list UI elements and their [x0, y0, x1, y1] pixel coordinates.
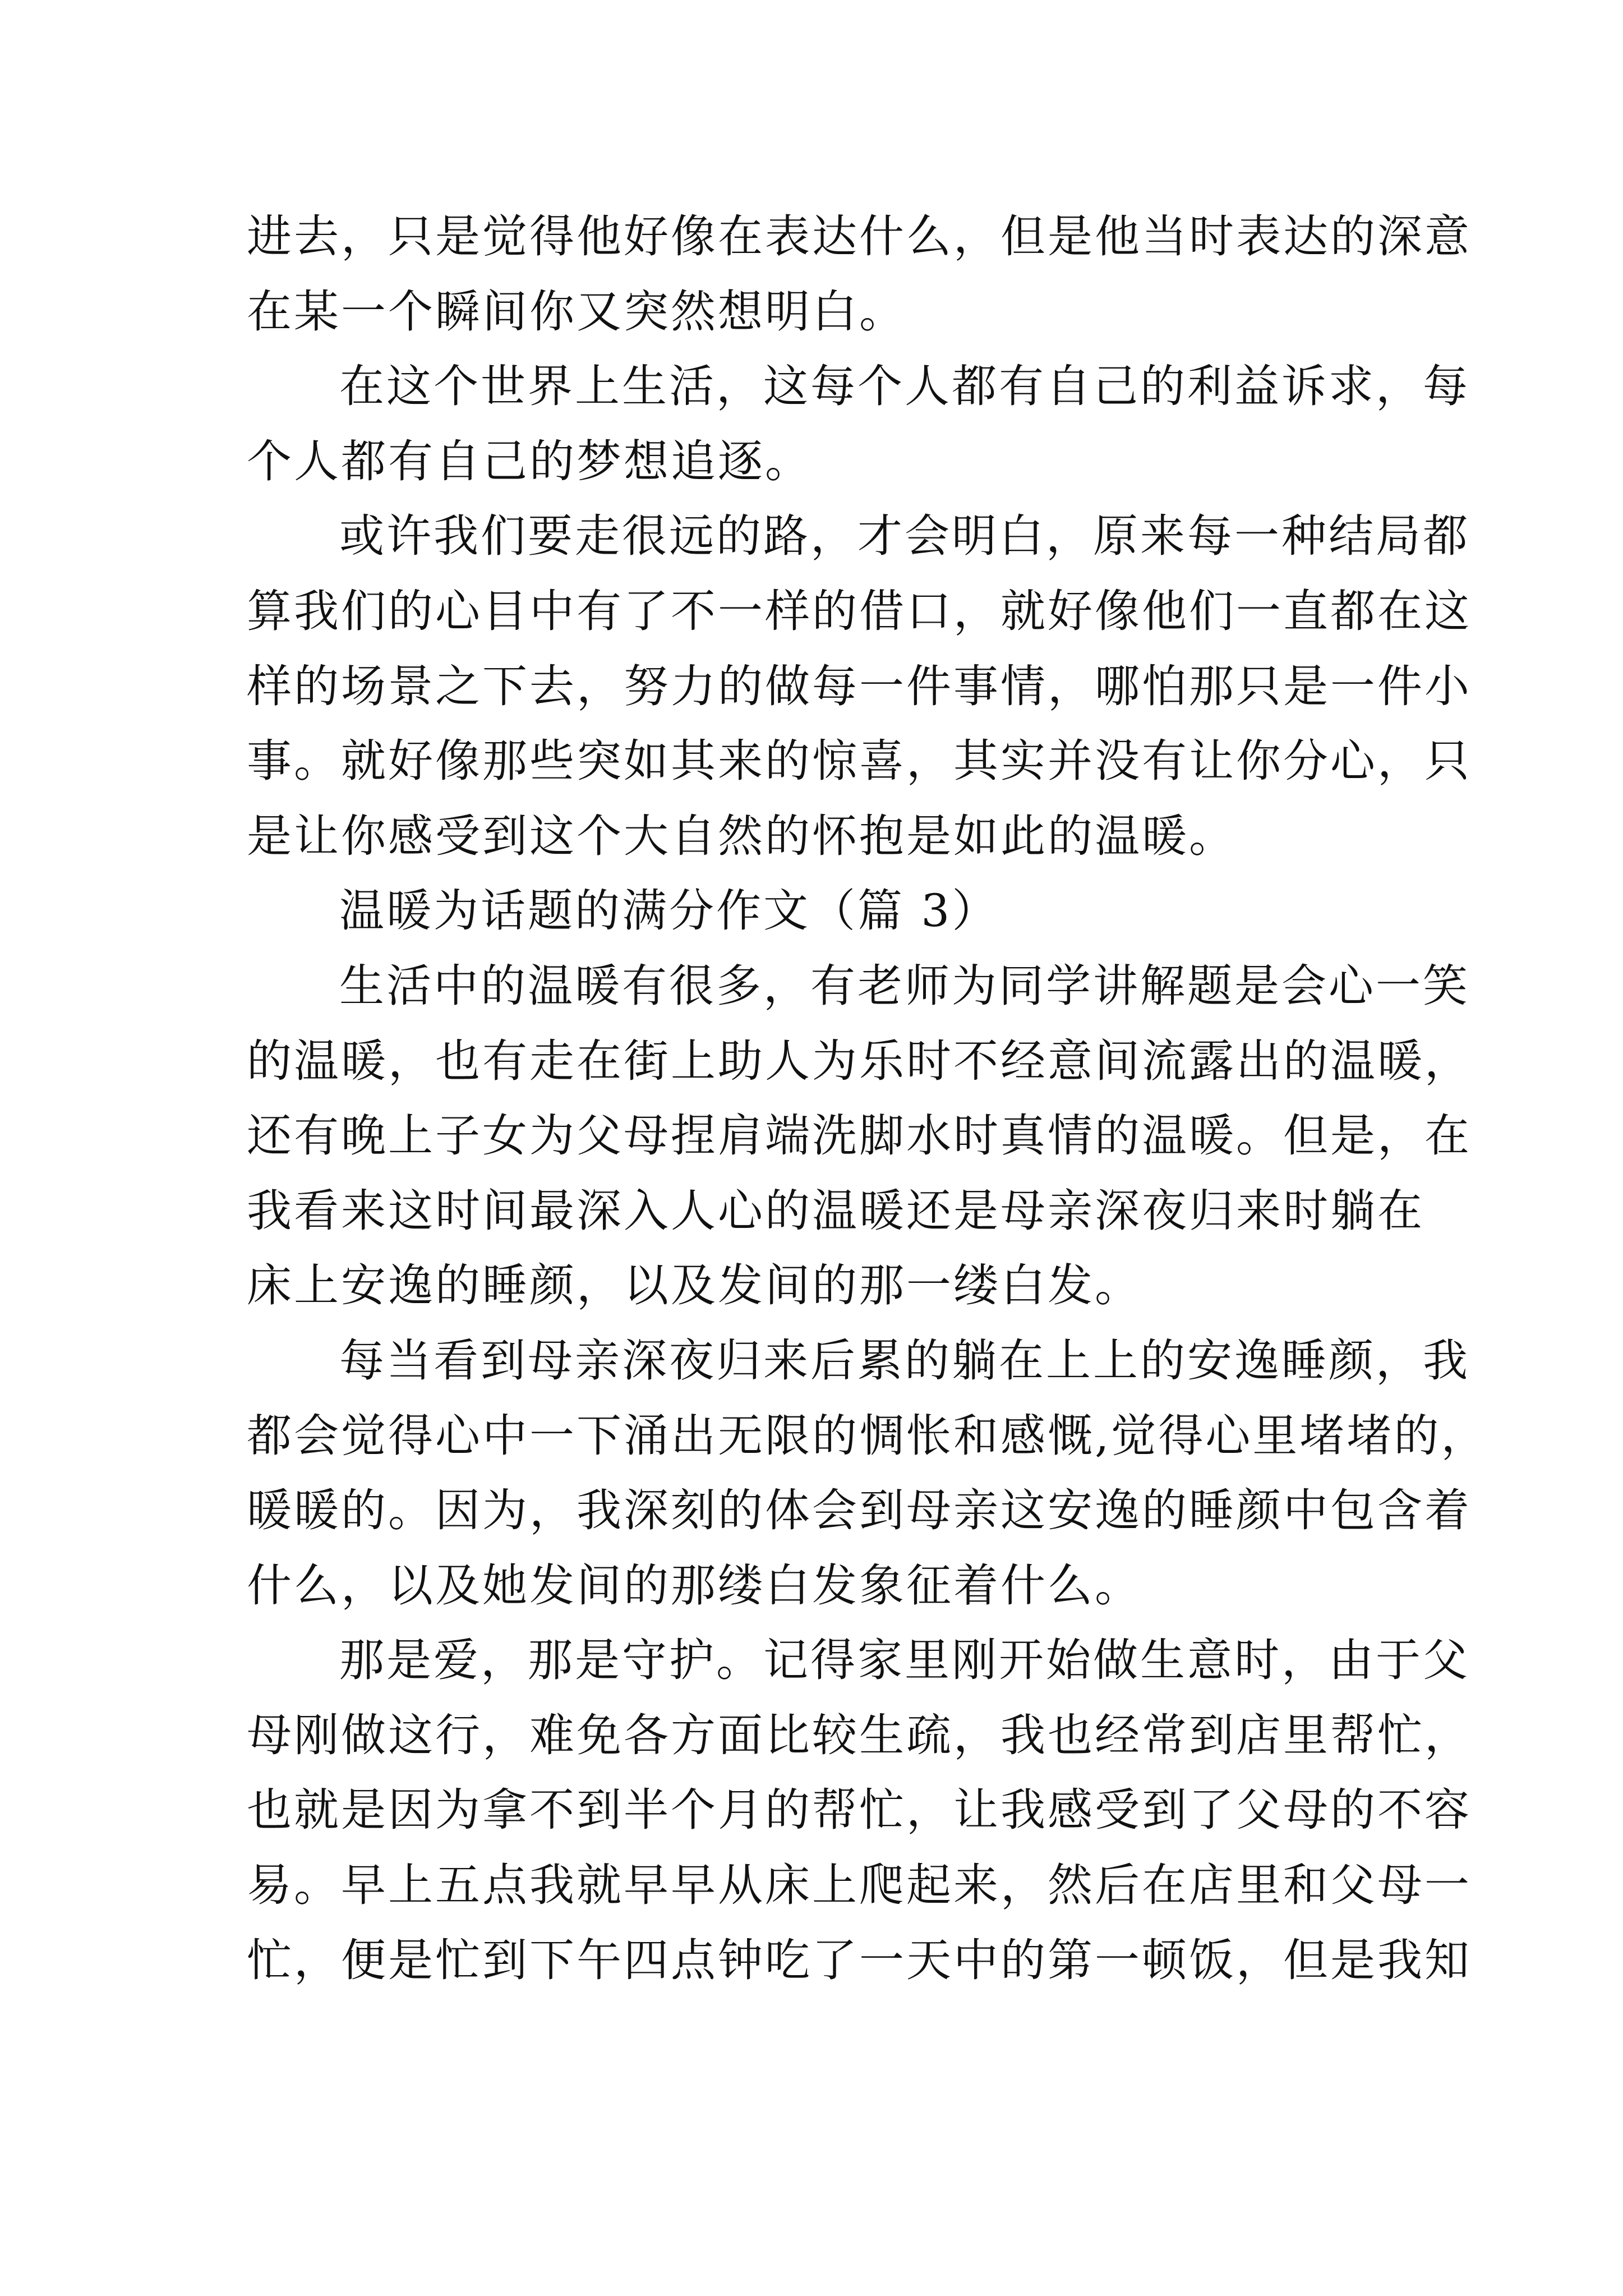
- text-line: 床上安逸的睡颜，以及发间的那一缕白发。: [247, 1259, 1142, 1312]
- text-line: 个人都有自己的梦想追逐。: [247, 435, 812, 487]
- text-line: 我看来这时间最深入人心的温暖还是母亲深夜归来时躺在: [247, 1184, 1424, 1237]
- text-line: 都会觉得心中一下涌出无限的惆怅和感慨,觉得心里堵堵的，: [247, 1409, 1488, 1462]
- text-line: 还有晚上子女为父母捏肩端洗脚水时真情的温暖。但是，在: [247, 1110, 1472, 1162]
- text-line: 母刚做这行，难免各方面比较生疏，我也经常到店里帮忙，: [247, 1709, 1472, 1761]
- text-line: 或许我们要走很远的路，才会明白，原来每一种结局都: [339, 510, 1470, 563]
- text-line: 每当看到母亲深夜归来后累的躺在上上的安逸睡颜，我: [339, 1334, 1470, 1387]
- text-line: 样的场景之下去，努力的做每一件事情，哪怕那只是一件小: [247, 660, 1472, 712]
- text-line: 在这个世界上生活，这每个人都有自己的利益诉求，每: [339, 360, 1470, 413]
- text-line: 忙，便是忙到下午四点钟吃了一天中的第一顿饭，但是我知: [247, 1934, 1472, 1986]
- text-line: 的温暖，也有走在街上助人为乐时不经意间流露出的温暖，: [247, 1034, 1472, 1087]
- text-line: 也就是因为拿不到半个月的帮忙，让我感受到了父母的不容: [247, 1784, 1472, 1837]
- text-line: 那是爱，那是守护。记得家里刚开始做生意时，由于父: [339, 1634, 1470, 1687]
- text-line: 易。早上五点我就早早从床上爬起来，然后在店里和父母一: [247, 1859, 1472, 1912]
- body-text: [247, 199, 1488, 1998]
- text-line: 暖暖的。因为，我深刻的体会到母亲这安逸的睡颜中包含着: [247, 1484, 1472, 1537]
- text-line: 什么，以及她发间的那缕白发象征着什么。: [247, 1559, 1142, 1612]
- text-line: 事。就好像那些突如其来的惊喜，其实并没有让你分心，只: [247, 735, 1472, 788]
- text-line: 在某一个瞬间你又突然想明白。: [247, 285, 906, 338]
- text-line: 算我们的心目中有了不一样的借口，就好像他们一直都在这: [247, 585, 1472, 637]
- text-line: 进去，只是觉得他好像在表达什么，但是他当时表达的深意: [247, 210, 1472, 263]
- text-line: 是让你感受到这个大自然的怀抱是如此的温暖。: [247, 809, 1236, 862]
- text-line: 生活中的温暖有很多，有老师为同学讲解题是会心一笑: [339, 959, 1470, 1012]
- section-heading: 温暖为话题的满分作文（篇 3）: [339, 885, 999, 937]
